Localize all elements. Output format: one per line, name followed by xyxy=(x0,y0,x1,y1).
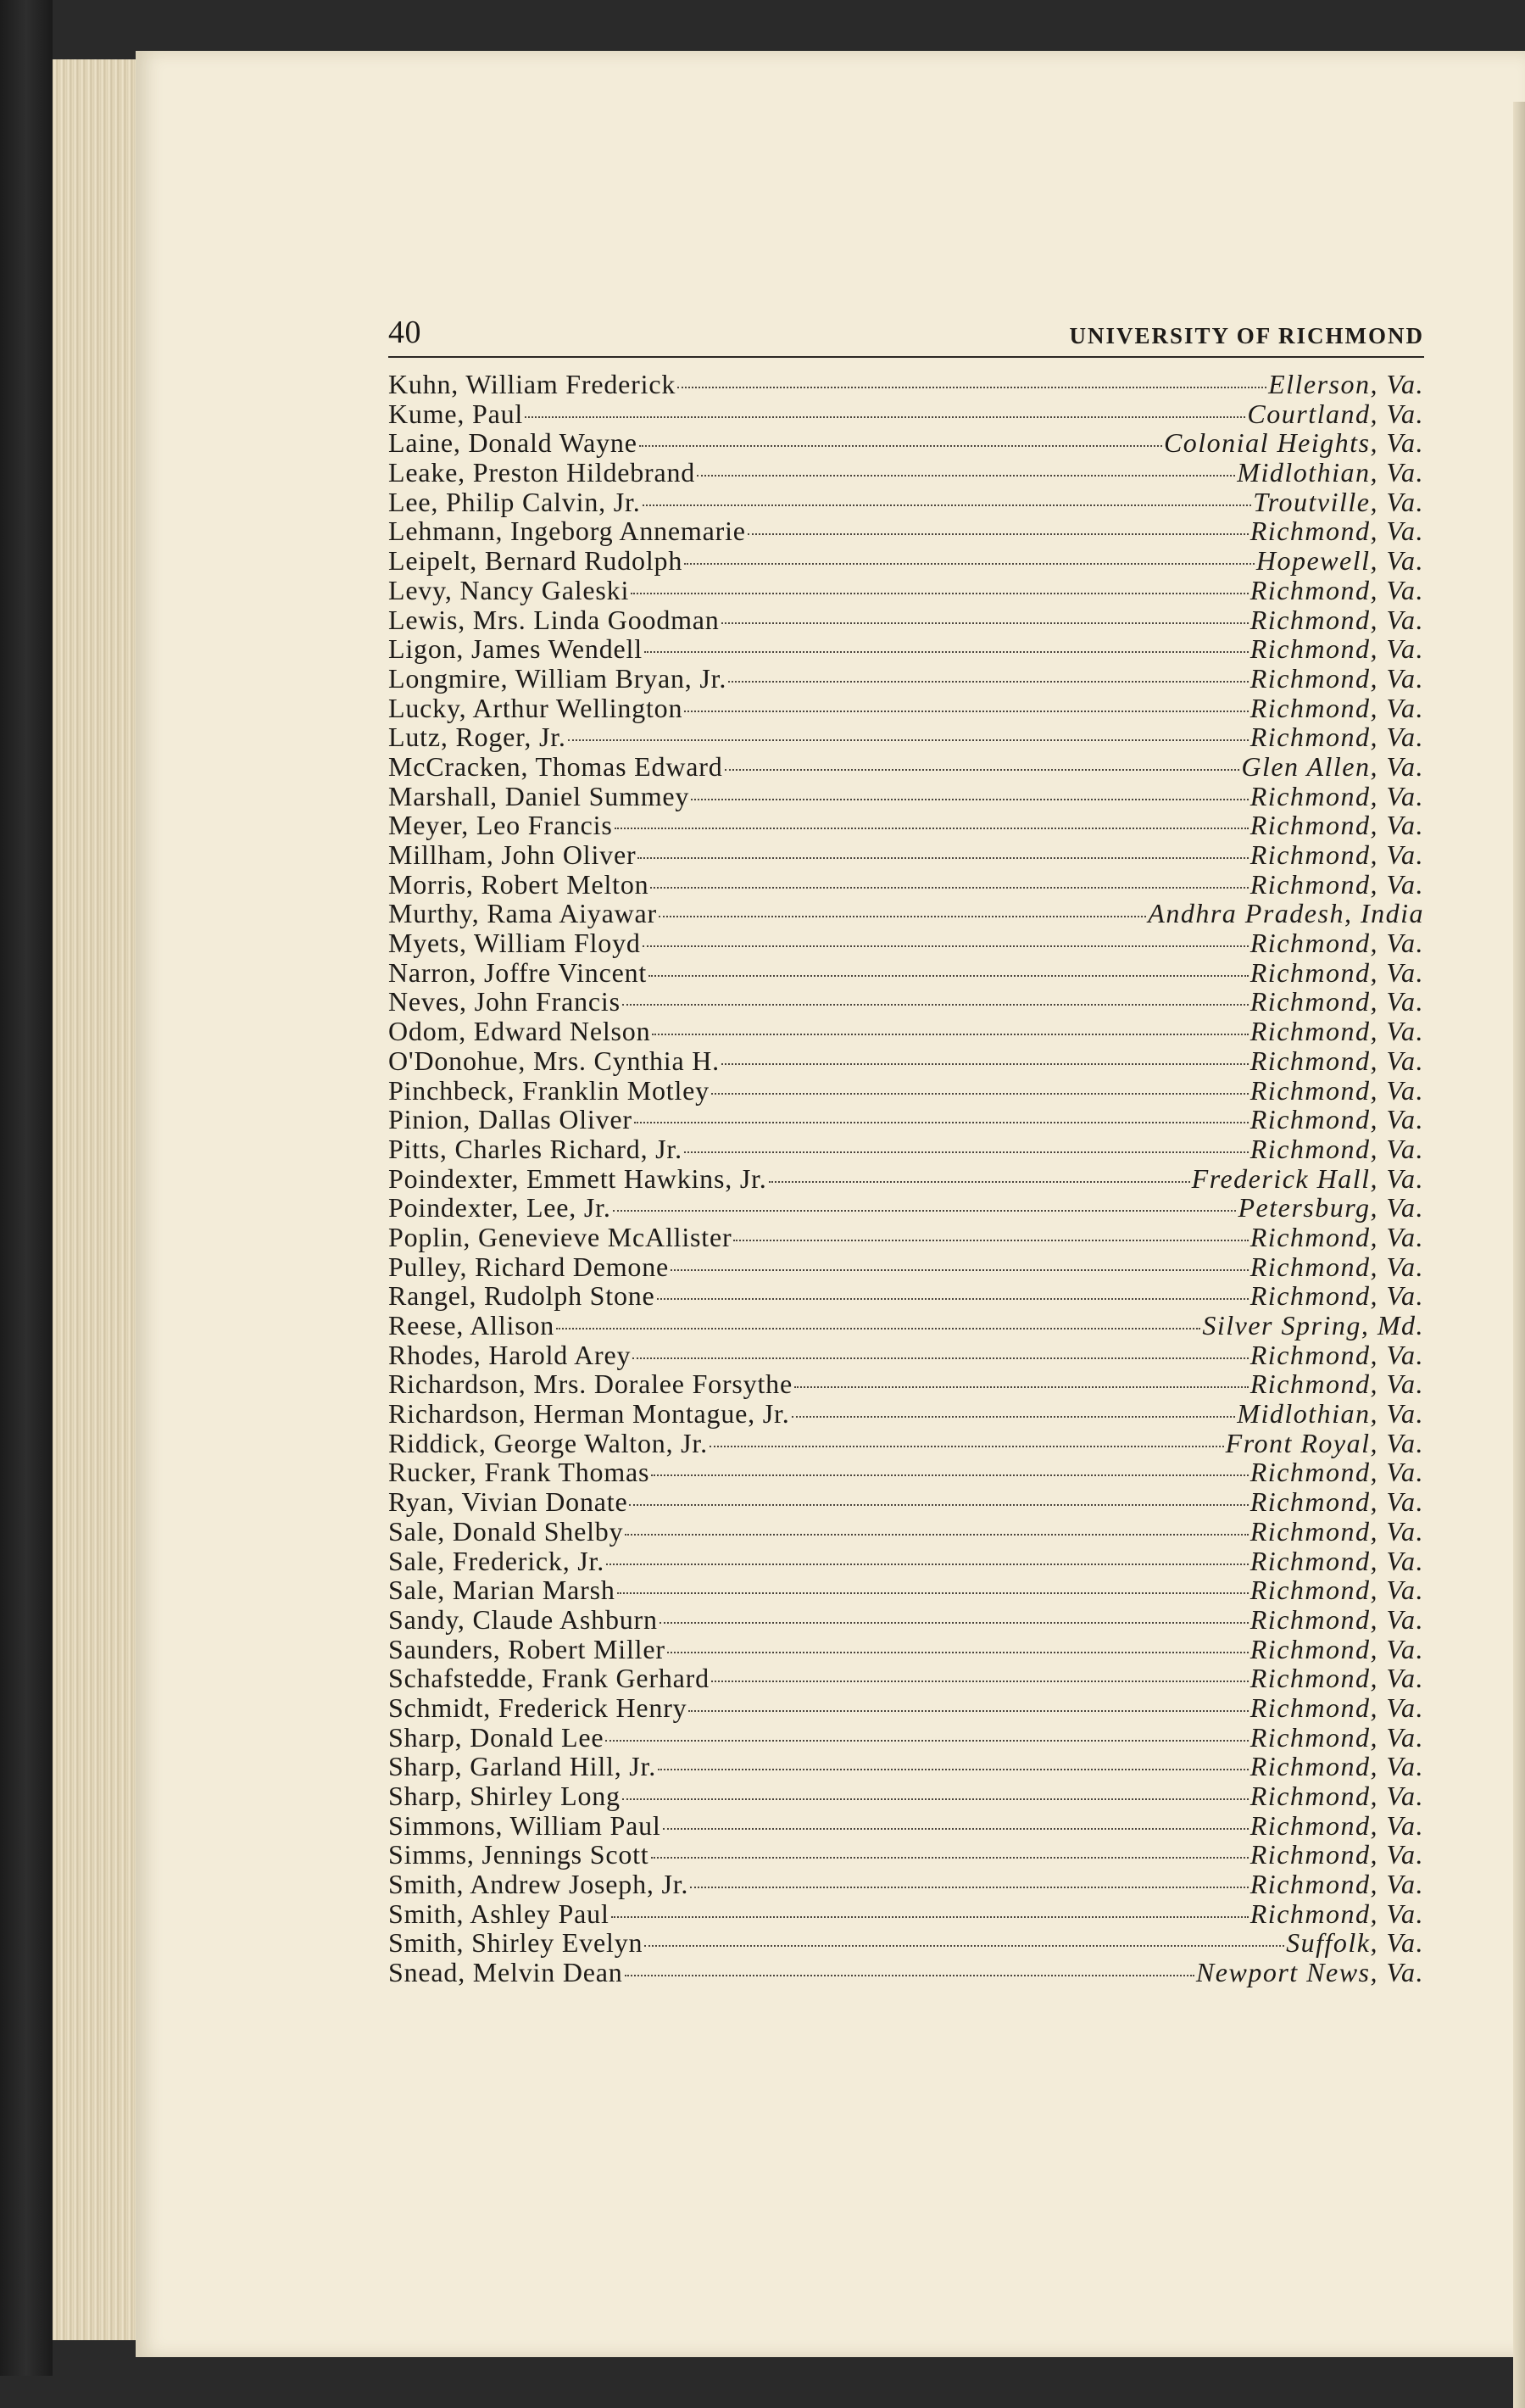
entry-name: Leipelt, Bernard Rudolph xyxy=(388,545,683,577)
entry-name: Morris, Robert Melton xyxy=(388,868,649,900)
entry-place: Suffolk, Va. xyxy=(1286,1927,1424,1959)
directory-entry xyxy=(388,782,1424,811)
directory-entry xyxy=(388,1693,1424,1723)
entry-place: Richmond, Va. xyxy=(1249,1104,1424,1135)
entry-name: Marshall, Daniel Summey xyxy=(388,780,690,811)
leader-dots xyxy=(721,1063,1249,1065)
leader-dots xyxy=(659,916,1146,917)
leader-dots xyxy=(643,945,1249,947)
entry-name: Pinion, Dallas Oliver xyxy=(388,1104,632,1135)
entry-place: Midlothian, Va. xyxy=(1237,457,1424,488)
directory-entry xyxy=(388,1517,1424,1547)
directory-entry xyxy=(388,576,1424,605)
directory-entry xyxy=(388,605,1424,635)
entry-name: Smith, Shirley Evelyn xyxy=(388,1927,643,1959)
book-binding xyxy=(0,0,53,2376)
entry-name: Narron, Joffre Vincent xyxy=(388,956,648,988)
leader-dots xyxy=(657,1298,1249,1300)
entry-place: Richmond, Va. xyxy=(1249,810,1424,841)
entry-place: Richmond, Va. xyxy=(1249,868,1424,900)
entry-place: Colonial Heights, Va. xyxy=(1163,427,1424,459)
leader-dots xyxy=(648,975,1249,977)
entry-place: Richmond, Va. xyxy=(1249,1663,1424,1694)
entry-place: Richmond, Va. xyxy=(1249,780,1424,811)
entry-name: Lee, Philip Calvin, Jr. xyxy=(388,486,641,517)
directory-entry xyxy=(388,1017,1424,1046)
entry-place: Richmond, Va. xyxy=(1249,1721,1424,1753)
entry-name: Richardson, Herman Montague, Jr. xyxy=(388,1398,790,1430)
leader-dots xyxy=(711,1093,1249,1095)
entry-place: Richmond, Va. xyxy=(1249,1045,1424,1076)
directory-entry xyxy=(388,811,1424,840)
entry-name: Leake, Preston Hildebrand xyxy=(388,457,696,488)
entry-place: Richmond, Va. xyxy=(1249,1368,1424,1400)
directory-entry xyxy=(388,1105,1424,1134)
directory-entry xyxy=(388,1870,1424,1899)
leader-dots xyxy=(652,1034,1248,1035)
entry-name: Odom, Edward Nelson xyxy=(388,1016,651,1047)
entry-place: Frederick Hall, Va. xyxy=(1191,1162,1424,1194)
entry-place: Richmond, Va. xyxy=(1249,722,1424,753)
leader-dots xyxy=(568,739,1249,741)
entry-name: Simms, Jennings Scott xyxy=(388,1839,649,1870)
entry-place: Ellerson, Va. xyxy=(1268,369,1424,399)
entry-place: Richmond, Va. xyxy=(1249,928,1424,959)
leader-dots xyxy=(650,887,1248,889)
entry-place: Andhra Pradesh, India xyxy=(1148,898,1424,929)
entry-place: Richmond, Va. xyxy=(1249,604,1424,635)
page-header xyxy=(388,312,1424,358)
leader-dots xyxy=(728,681,1249,683)
entry-place: Richmond, Va. xyxy=(1249,1486,1424,1518)
directory-entry xyxy=(388,1752,1424,1781)
leader-dots xyxy=(684,1151,1249,1153)
leader-dots xyxy=(691,799,1249,800)
directory-entry xyxy=(388,1429,1424,1458)
leader-dots xyxy=(631,593,1249,594)
directory-entry xyxy=(388,1369,1424,1399)
leader-dots xyxy=(721,622,1249,624)
directory-entry xyxy=(388,399,1424,429)
leader-dots xyxy=(710,1446,1224,1447)
leader-dots xyxy=(748,533,1249,535)
entry-name: Millham, John Oliver xyxy=(388,839,637,870)
directory-entry xyxy=(388,1046,1424,1076)
directory-entry xyxy=(388,1575,1424,1605)
leader-dots xyxy=(637,857,1248,859)
entry-place: Richmond, Va. xyxy=(1249,1545,1424,1576)
directory-list xyxy=(388,370,1424,1987)
leader-dots xyxy=(556,1328,1200,1329)
entry-name: Snead, Melvin Dean xyxy=(388,1957,623,1988)
leader-dots xyxy=(688,1710,1248,1712)
directory-entry xyxy=(388,899,1424,928)
entry-place: Front Royal, Va. xyxy=(1225,1427,1424,1458)
directory-entry xyxy=(388,694,1424,723)
leader-dots xyxy=(684,711,1249,712)
entry-name: Pulley, Richard Demone xyxy=(388,1251,670,1282)
entry-name: Levy, Nancy Galeski xyxy=(388,574,630,605)
entry-place: Richmond, Va. xyxy=(1249,1809,1424,1841)
entry-name: Lehmann, Ingeborg Annemarie xyxy=(388,516,746,547)
running-head: UNIVERSITY OF RICHMOND xyxy=(1069,323,1424,348)
entry-place: Richmond, Va. xyxy=(1249,839,1424,870)
entry-name: Riddick, George Walton, Jr. xyxy=(388,1427,708,1458)
leader-dots xyxy=(644,1945,1284,1947)
directory-entry xyxy=(388,928,1424,958)
directory-entry xyxy=(388,1341,1424,1370)
entry-place: Richmond, Va. xyxy=(1249,1339,1424,1370)
directory-entry xyxy=(388,1164,1424,1194)
entry-name: Laine, Donald Wayne xyxy=(388,427,637,459)
entry-name: Neves, John Francis xyxy=(388,986,621,1017)
directory-entry xyxy=(388,1076,1424,1106)
leader-dots xyxy=(617,1592,1249,1594)
entry-place: Richmond, Va. xyxy=(1249,1575,1424,1606)
leader-dots xyxy=(792,1416,1236,1418)
entry-name: Simmons, William Paul xyxy=(388,1809,661,1841)
entry-name: Rucker, Frank Thomas xyxy=(388,1457,650,1488)
directory-entry xyxy=(388,1723,1424,1753)
leader-dots xyxy=(644,651,1249,653)
directory-entry xyxy=(388,1958,1424,1987)
entry-place: Richmond, Va. xyxy=(1249,1898,1424,1929)
directory-entry xyxy=(388,987,1424,1017)
entry-place: Petersburg, Va. xyxy=(1238,1192,1424,1224)
directory-entry xyxy=(388,428,1424,458)
directory-entry xyxy=(388,458,1424,488)
directory-entry xyxy=(388,1193,1424,1223)
entry-place: Richmond, Va. xyxy=(1249,1074,1424,1106)
entry-place: Richmond, Va. xyxy=(1249,516,1424,547)
leader-dots xyxy=(697,475,1235,477)
leader-dots xyxy=(684,563,1255,565)
entry-name: Myets, William Floyd xyxy=(388,928,641,959)
entry-name: O'Donohue, Mrs. Cynthia H. xyxy=(388,1045,720,1076)
entry-name: Sharp, Shirley Long xyxy=(388,1781,621,1811)
directory-entry xyxy=(388,1840,1424,1870)
leader-dots xyxy=(660,1622,1249,1624)
entry-name: Rhodes, Harold Arey xyxy=(388,1339,632,1370)
entry-name: Sharp, Donald Lee xyxy=(388,1721,604,1753)
directory-entry xyxy=(388,488,1424,517)
entry-place: Courtland, Va. xyxy=(1247,398,1424,429)
directory-entry xyxy=(388,722,1424,752)
entry-place: Richmond, Va. xyxy=(1249,1280,1424,1312)
entry-name: Murthy, Rama Aiyawar xyxy=(388,898,657,929)
leader-dots xyxy=(677,387,1266,388)
entry-name: Sale, Donald Shelby xyxy=(388,1515,624,1547)
entry-place: Richmond, Va. xyxy=(1249,662,1424,694)
entry-name: Longmire, William Bryan, Jr. xyxy=(388,662,727,694)
leader-dots xyxy=(769,1181,1190,1183)
entry-place: Richmond, Va. xyxy=(1249,1751,1424,1782)
leader-dots xyxy=(615,828,1249,829)
entry-name: McCracken, Thomas Edward xyxy=(388,750,723,782)
entry-place: Richmond, Va. xyxy=(1249,956,1424,988)
page-edges xyxy=(53,59,146,2340)
entry-name: Poindexter, Emmett Hawkins, Jr. xyxy=(388,1162,767,1194)
entry-place: Richmond, Va. xyxy=(1249,1221,1424,1252)
directory-entry xyxy=(388,1252,1424,1282)
entry-name: Lucky, Arthur Wellington xyxy=(388,692,683,723)
entry-name: Pinchbeck, Franklin Motley xyxy=(388,1074,710,1106)
entry-place: Richmond, Va. xyxy=(1249,1692,1424,1723)
entry-place: Richmond, Va. xyxy=(1249,1603,1424,1635)
entry-place: Hopewell, Va. xyxy=(1255,545,1424,577)
directory-entry xyxy=(388,840,1424,870)
entry-name: Ryan, Vivian Donate xyxy=(388,1486,628,1518)
entry-place: Richmond, Va. xyxy=(1249,692,1424,723)
leader-dots xyxy=(643,504,1252,506)
directory-entry xyxy=(388,1134,1424,1164)
leader-dots xyxy=(671,1269,1249,1271)
leader-dots xyxy=(525,416,1245,418)
leader-dots xyxy=(622,1004,1249,1006)
leader-dots xyxy=(613,1210,1237,1212)
entry-place: Richmond, Va. xyxy=(1249,1839,1424,1870)
directory-entry xyxy=(388,1399,1424,1429)
directory-entry xyxy=(388,1899,1424,1929)
leader-dots xyxy=(658,1769,1249,1770)
entry-place: Richmond, Va. xyxy=(1249,1251,1424,1282)
entry-name: Schafstedde, Frank Gerhard xyxy=(388,1663,710,1694)
entry-place: Richmond, Va. xyxy=(1249,1515,1424,1547)
entry-place: Richmond, Va. xyxy=(1249,1016,1424,1047)
directory-entry xyxy=(388,1311,1424,1341)
leader-dots xyxy=(667,1652,1249,1653)
entry-place: Silver Spring, Md. xyxy=(1202,1310,1424,1341)
page-right-edge xyxy=(1513,102,1525,2408)
directory-entry xyxy=(388,1281,1424,1311)
directory-entry xyxy=(388,516,1424,546)
directory-entry xyxy=(388,1664,1424,1693)
entry-name: Kuhn, William Frederick xyxy=(388,369,676,399)
leader-dots xyxy=(794,1386,1249,1388)
entry-place: Midlothian, Va. xyxy=(1237,1398,1424,1430)
entry-name: Ligon, James Wendell xyxy=(388,633,643,665)
entry-name: Pitts, Charles Richard, Jr. xyxy=(388,1133,682,1164)
leader-dots xyxy=(632,1357,1248,1359)
directory-entry xyxy=(388,1547,1424,1576)
directory-entry xyxy=(388,1781,1424,1811)
entry-name: Rangel, Rudolph Stone xyxy=(388,1280,655,1312)
leader-dots xyxy=(733,1240,1248,1241)
leader-dots xyxy=(651,1474,1248,1476)
entry-name: Smith, Ashley Paul xyxy=(388,1898,609,1929)
leader-dots xyxy=(629,1504,1248,1506)
leader-dots xyxy=(605,1740,1248,1742)
directory-entry xyxy=(388,634,1424,664)
entry-name: Sale, Frederick, Jr. xyxy=(388,1545,605,1576)
leader-dots xyxy=(663,1828,1249,1830)
entry-place: Newport News, Va. xyxy=(1195,1957,1424,1988)
directory-entry xyxy=(388,1635,1424,1664)
leader-dots xyxy=(622,1798,1249,1800)
leader-dots xyxy=(690,1887,1249,1888)
entry-name: Sandy, Claude Ashburn xyxy=(388,1603,658,1635)
directory-entry xyxy=(388,1928,1424,1958)
leader-dots xyxy=(611,1916,1249,1918)
entry-name: Smith, Andrew Joseph, Jr. xyxy=(388,1869,689,1900)
directory-entry xyxy=(388,370,1424,399)
directory-entry xyxy=(388,870,1424,900)
entry-name: Meyer, Leo Francis xyxy=(388,810,613,841)
entry-place: Richmond, Va. xyxy=(1249,574,1424,605)
entry-name: Poindexter, Lee, Jr. xyxy=(388,1192,611,1224)
entry-place: Richmond, Va. xyxy=(1249,1869,1424,1900)
directory-entry xyxy=(388,1223,1424,1252)
entry-place: Richmond, Va. xyxy=(1249,986,1424,1017)
leader-dots xyxy=(606,1564,1249,1565)
entry-place: Richmond, Va. xyxy=(1249,1457,1424,1488)
entry-name: Schmidt, Frederick Henry xyxy=(388,1692,687,1723)
leader-dots xyxy=(725,769,1240,771)
entry-place: Troutville, Va. xyxy=(1253,486,1424,517)
directory-entry xyxy=(388,958,1424,988)
entry-place: Richmond, Va. xyxy=(1249,1633,1424,1664)
entry-place: Richmond, Va. xyxy=(1249,1781,1424,1811)
entry-name: Lewis, Mrs. Linda Goodman xyxy=(388,604,720,635)
leader-dots xyxy=(625,1534,1248,1536)
page-number: 40 xyxy=(388,315,421,350)
directory-entry xyxy=(388,1487,1424,1517)
directory-entry xyxy=(388,752,1424,782)
entry-name: Richardson, Mrs. Doralee Forsythe xyxy=(388,1368,793,1400)
leader-dots xyxy=(651,1857,1249,1859)
entry-place: Richmond, Va. xyxy=(1249,1133,1424,1164)
directory-entry xyxy=(388,664,1424,694)
entry-name: Reese, Allison xyxy=(388,1310,555,1341)
leader-dots xyxy=(639,445,1162,447)
entry-name: Lutz, Roger, Jr. xyxy=(388,722,566,753)
entry-place: Richmond, Va. xyxy=(1249,633,1424,665)
entry-name: Sharp, Garland Hill, Jr. xyxy=(388,1751,657,1782)
directory-entry xyxy=(388,546,1424,576)
directory-entry xyxy=(388,1811,1424,1841)
leader-dots xyxy=(634,1122,1249,1123)
entry-name: Kume, Paul xyxy=(388,398,524,429)
directory-entry xyxy=(388,1605,1424,1635)
leader-dots xyxy=(625,1975,1194,1976)
entry-name: Sale, Marian Marsh xyxy=(388,1575,615,1606)
directory-entry xyxy=(388,1458,1424,1487)
entry-name: Saunders, Robert Miller xyxy=(388,1633,665,1664)
entry-place: Glen Allen, Va. xyxy=(1241,750,1424,782)
entry-name: Poplin, Genevieve McAllister xyxy=(388,1221,732,1252)
leader-dots xyxy=(711,1681,1249,1682)
